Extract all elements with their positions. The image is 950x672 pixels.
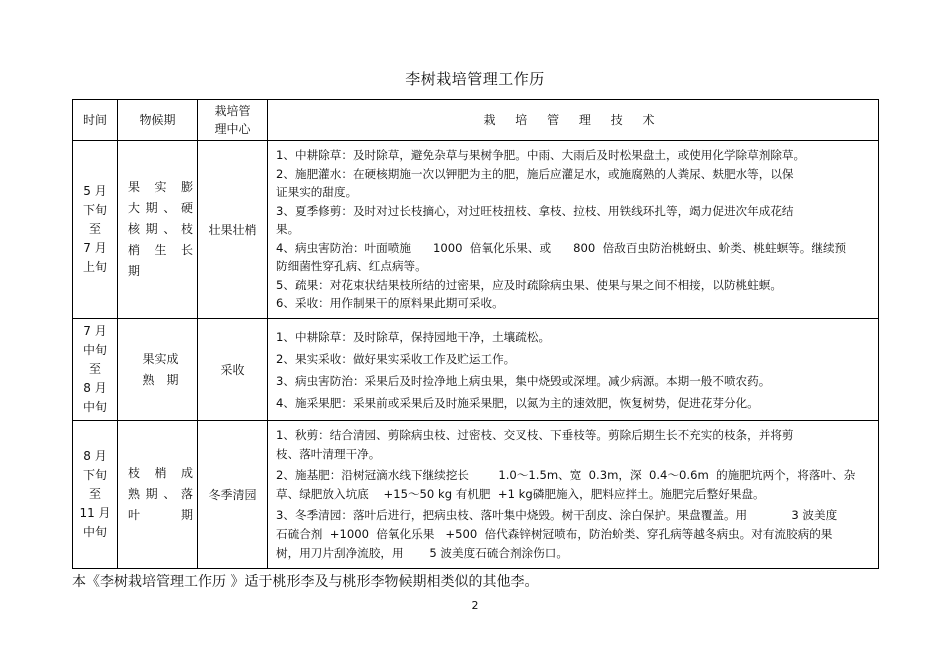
header-center: 栽培管 理中心 — [198, 100, 268, 141]
technique-item: 3、夏季修剪：及时对过长枝摘心，对过旺枝扭枝、拿枝、拉枝、用铁线环扎等，竭力促进次年成花结 果。 — [276, 203, 794, 236]
table-row — [73, 421, 879, 569]
table-row — [73, 141, 879, 319]
row-time: 5 月 下旬 至 7 月 上旬 — [73, 141, 118, 319]
applicability-note: 本《李树栽培管理工作历 》适于桃形李及与桃形李物候期相类似的其他李。 — [72, 574, 539, 590]
technique-item: 2、果实采收：做好果实采收工作及贮运工作。 — [276, 352, 516, 366]
row-phenology: 果 实 膨 大期、硬 核期、枝 梢 生 长 期 — [118, 141, 198, 319]
header-time: 时间 — [73, 100, 118, 141]
row-phenology: 果实成 熟 期 — [118, 319, 198, 421]
technique-item: 1、中耕除草：及时除草，避免杂草与果树争肥。中雨、大雨后及时松果盘土，或使用化学除草剂除草。 — [276, 148, 806, 162]
technique-item: 1、中耕除草：及时除草，保持园地干净，土壤疏松。 — [276, 330, 551, 344]
cultivation-calendar-table — [72, 99, 879, 569]
header-techniques: 栽 培 管 理 技 术 — [268, 100, 879, 141]
technique-item: 2、施基肥：沿树冠滴水线下继续挖长 1.0～1.5m、宽 0.3m，深 0.4～0.6m 的施肥坑两个，将落叶、杂 草、绿肥放入坑底 +15～50 kg 有机肥 +1 kg磷肥施入，肥料应拌土。施肥完后整好果盘。 — [276, 468, 856, 501]
technique-item: 5、疏果：对花束状结果枝所结的过密果，应及时疏除病虫果、使果与果之间不相接，以防桃蛀螟。 — [276, 277, 782, 292]
row-center: 冬季清园 — [198, 421, 268, 569]
technique-item: 3、病虫害防治：采果后及时捡净地上病虫果，集中烧毁或深埋。减少病源。本期一般不喷农药。 — [276, 374, 771, 388]
row-techniques — [268, 319, 879, 421]
technique-item: 3、冬季清园：落叶后进行，把病虫枝、落叶集中烧毁。树干刮皮、涂白保护。果盘覆盖。用 3 波美度 石硫合剂 +1000 倍氧化乐果 +500 倍代森锌树冠喷布，防治蚧类、穿孔病等越冬病虫。对有流胶病的果 树，用刀片刮净流胶，用 5 波美度石硫合剂涂伤口。 — [276, 508, 838, 560]
row-center: 采收 — [198, 319, 268, 421]
page-number: 2 — [471, 599, 479, 612]
header-phenology: 物候期 — [118, 100, 198, 141]
row-center: 壮果壮梢 — [198, 141, 268, 319]
row-techniques — [268, 141, 879, 319]
page-title: 李树栽培管理工作历 — [405, 70, 545, 88]
row-time: 7 月 中旬 至 8 月 中旬 — [73, 319, 118, 421]
technique-item: 2、施肥灌水：在硬核期施一次以钾肥为主的肥，施后应灌足水，或施腐熟的人粪尿、麸肥水等，以保 证果实的甜度。 — [276, 166, 794, 199]
technique-item: 1、秋剪：结合清园、剪除病虫枝、过密枝、交叉枝、下垂枝等。剪除后期生长不充实的枝条，并将剪 枝、落叶清理干净。 — [276, 428, 794, 461]
table-header-row — [73, 100, 879, 141]
technique-item: 6、采收：用作制果干的原料果此期可采收。 — [276, 296, 504, 310]
row-time: 8 月 下旬 至 11 月 中旬 — [73, 421, 118, 569]
row-techniques — [268, 421, 879, 569]
technique-item: 4、病虫害防治：叶面喷施 1000 倍氧化乐果、或 800 倍敌百虫防治桃蚜虫、蚧类、桃蛀螟等。继续预 防细菌性穿孔病、红点病等。 — [276, 240, 847, 273]
technique-item: 4、施采果肥：采果前或采果后及时施采果肥，以氮为主的速效肥，恢复树势，促进花芽分化。 — [276, 396, 759, 410]
row-phenology: 枝 梢 成 熟期、落 叶期 — [118, 421, 198, 569]
table-row — [73, 319, 879, 421]
